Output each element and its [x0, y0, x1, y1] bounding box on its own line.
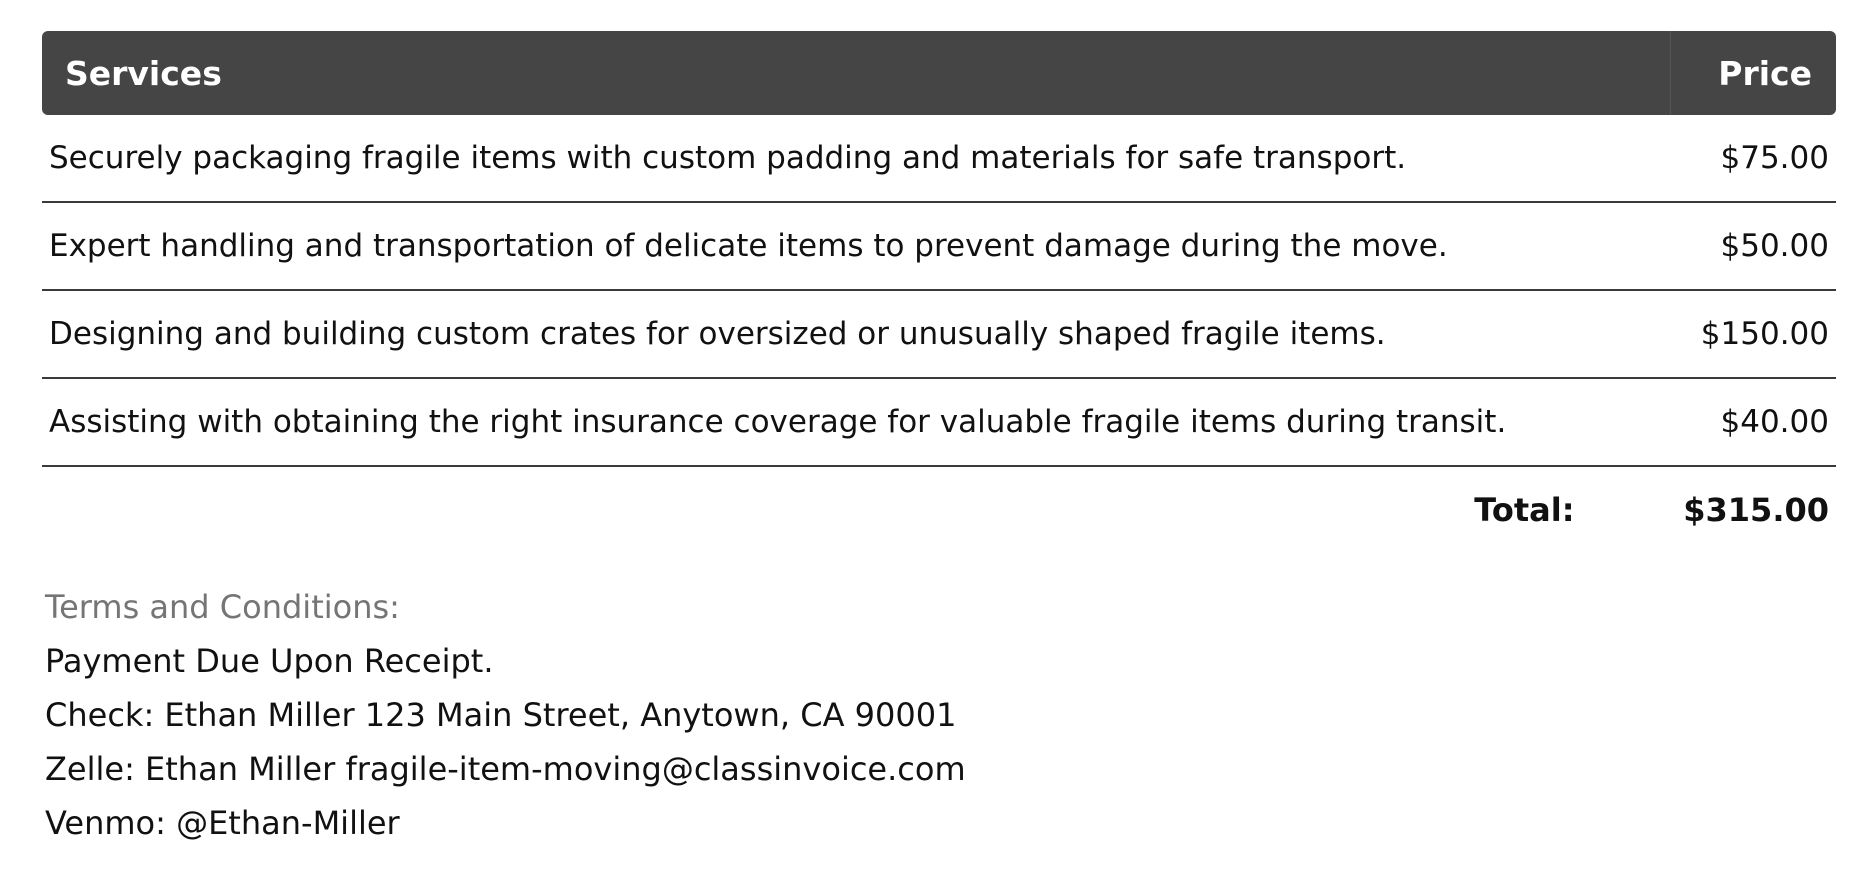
table-row	[42, 115, 1836, 202]
table-row	[42, 290, 1836, 378]
terms-section	[45, 580, 966, 850]
zelle-payment-text: Zelle: Ethan Miller fragile-item-moving@classinvoice.com	[45, 750, 966, 788]
service-price: $75.00	[1671, 115, 1837, 202]
service-price: $40.00	[1671, 378, 1837, 466]
table-header-row	[42, 31, 1836, 115]
payment-due-text: Payment Due Upon Receipt.	[45, 642, 494, 680]
total-label: Total:	[1474, 491, 1575, 529]
service-description: Expert handling and transportation of delicate items to prevent damage during the move.	[42, 202, 1671, 290]
total-value: $315.00	[1683, 491, 1829, 529]
service-price: $50.00	[1671, 202, 1837, 290]
service-description: Designing and building custom crates for oversized or unusually shaped fragile items.	[42, 290, 1671, 378]
venmo-payment-text: Venmo: @Ethan-Miller	[45, 804, 400, 842]
service-description: Securely packaging fragile items with custom padding and materials for safe transport.	[42, 115, 1671, 202]
total-row	[42, 466, 1836, 553]
table-row	[42, 378, 1836, 466]
services-table	[42, 31, 1836, 553]
service-price: $150.00	[1671, 290, 1837, 378]
services-column-header: Services	[42, 31, 1671, 115]
invoice-services	[42, 31, 1836, 553]
price-column-header: Price	[1671, 31, 1837, 115]
service-description: Assisting with obtaining the right insurance coverage for valuable fragile items during transit.	[42, 378, 1671, 466]
check-payment-text: Check: Ethan Miller 123 Main Street, Anytown, CA 90001	[45, 696, 957, 734]
terms-heading: Terms and Conditions:	[45, 588, 400, 626]
table-row	[42, 202, 1836, 290]
